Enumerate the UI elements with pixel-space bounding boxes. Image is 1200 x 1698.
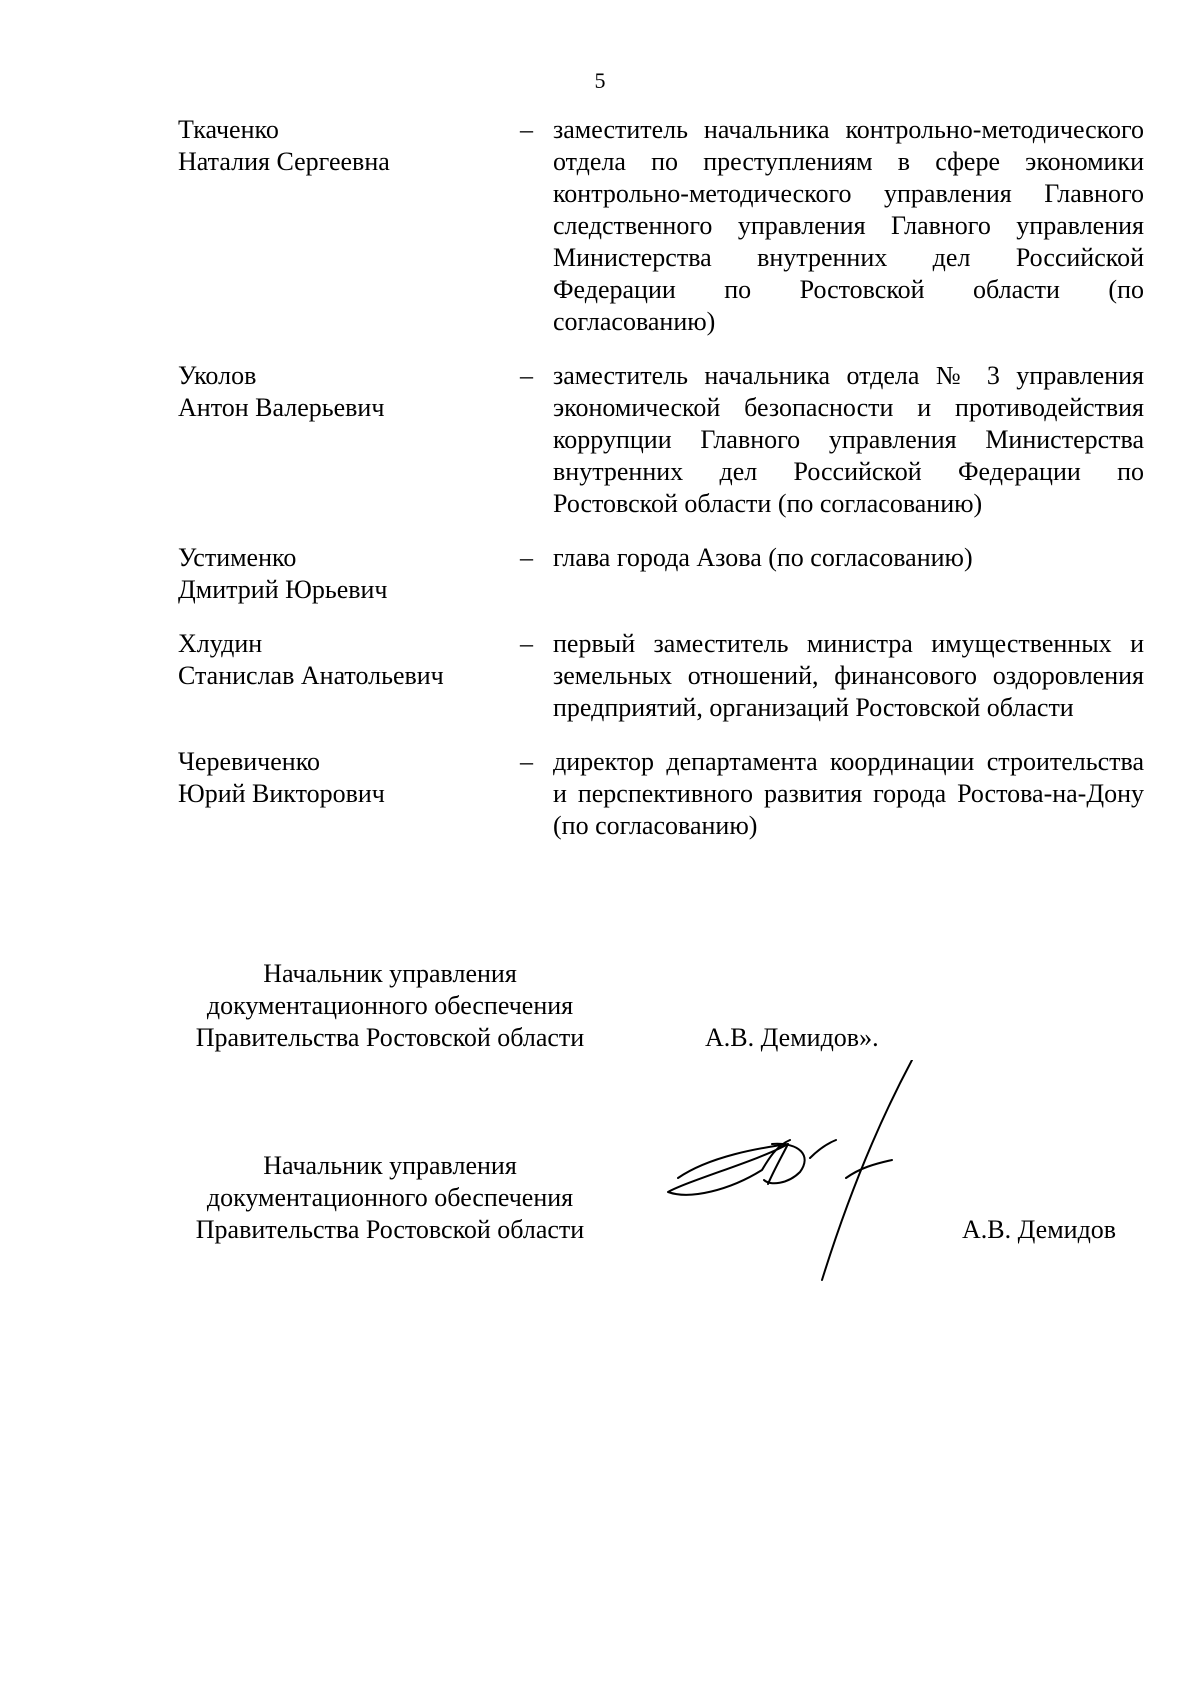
member-given-names: Антон Валерьевич <box>178 393 385 422</box>
signatory-title-line: Правительства Ростовской области <box>195 1023 585 1052</box>
signatory-title <box>170 1150 610 1246</box>
signatory-title-line: документационного обеспечения <box>206 1183 574 1212</box>
dash-separator: – <box>520 629 533 658</box>
dash-separator: – <box>520 543 533 572</box>
member-name <box>178 628 508 692</box>
member-role: заместитель начальника контрольно-методического отдела по преступлениям в сфере экономики контрольно-методического управления Главного следственного управления Главного управления Министерства внутренних дел Российской Федерации по Ростовской области (по согласованию) <box>553 115 1144 336</box>
member-surname: Ткаченко <box>178 115 279 144</box>
dash-separator: – <box>520 115 533 144</box>
member-role: директор департамента координации строительства и перспективного развития города Ростова-на-Дону (по согласованию) <box>553 747 1144 840</box>
member-row <box>0 542 1200 606</box>
signatory-title <box>170 958 610 1054</box>
member-row <box>0 746 1200 842</box>
member-row <box>0 628 1200 724</box>
member-role: глава города Азова (по согласованию) <box>553 543 973 572</box>
member-name <box>178 542 508 606</box>
commission-member-list <box>0 114 1200 864</box>
member-name <box>178 360 508 424</box>
signatory-name: А.В. Демидов <box>962 1215 1117 1244</box>
page-number: 5 <box>594 68 606 93</box>
member-name <box>178 746 508 810</box>
member-surname: Черевиченко <box>178 747 321 776</box>
member-row <box>0 114 1200 338</box>
signatory-title-line: Начальник управления <box>263 1151 517 1180</box>
member-surname: Уколов <box>178 361 257 390</box>
handwritten-signature <box>650 1060 950 1300</box>
dash-separator: – <box>520 747 533 776</box>
member-given-names: Наталия Сергеевна <box>178 147 390 176</box>
member-surname: Устименко <box>178 543 297 572</box>
member-name <box>178 114 508 178</box>
member-surname: Хлудин <box>178 629 263 658</box>
dash-separator: – <box>520 361 533 390</box>
signatory-title-line: Начальник управления <box>263 959 517 988</box>
signatory-title-line: документационного обеспечения <box>206 991 574 1020</box>
signatory-name: А.В. Демидов». <box>705 1023 879 1052</box>
member-given-names: Станислав Анатольевич <box>178 661 444 690</box>
member-row <box>0 360 1200 520</box>
member-given-names: Дмитрий Юрьевич <box>178 575 388 604</box>
member-role: первый заместитель министра имущественных и земельных отношений, финансового оздоровления предприятий, организаций Ростовской области <box>553 629 1144 722</box>
signatory-title-line: Правительства Ростовской области <box>195 1215 585 1244</box>
member-given-names: Юрий Викторович <box>178 779 385 808</box>
member-role: заместитель начальника отдела № 3 управления экономической безопасности и противодействия коррупции Главного управления Министерства внутренних дел Российской Федерации по Ростовской области (по согласованию) <box>553 361 1144 518</box>
